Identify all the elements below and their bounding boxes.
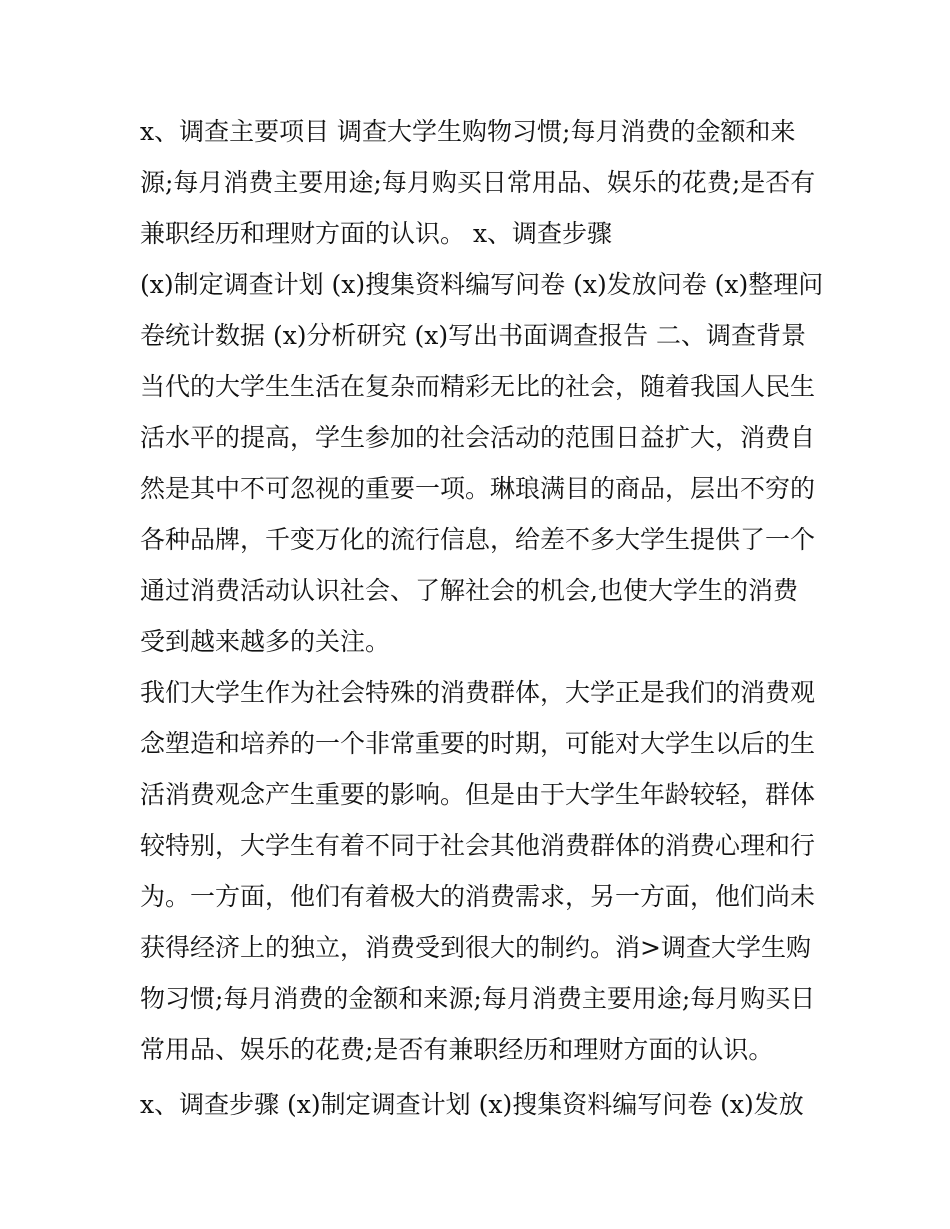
text-line-10: 通过消费活动认识社会、了解社会的机会,也使大学生的消费	[140, 576, 798, 605]
text-line-18: 物习惯;每月消费的金额和来源;每月消费主要用途;每月购买日	[140, 984, 816, 1013]
text-line-11: 受到越来越多的关注。	[140, 627, 391, 656]
text-line-9: 各种品牌，千变万化的流行信息，给差不多大学生提供了一个	[140, 525, 816, 554]
text-line-7: 活水平的提高，学生参加的社会活动的范围日益扩大，消费自	[140, 423, 816, 452]
text-line-8: 然是其中不可忽视的重要一项。琳琅满目的商品，层出不穷的	[140, 474, 816, 503]
text-line-14: 活消费观念产生重要的影响。但是由于大学生年龄较轻，群体	[140, 780, 816, 809]
text-line-1: x、调查主要项目 调查大学生购物习惯;每月消费的金额和来	[140, 117, 796, 146]
text-line-6: 当代的大学生生活在复杂而精彩无比的社会，随着我国人民生	[140, 372, 816, 401]
text-line-19: 常用品、娱乐的花费;是否有兼职经历和理财方面的认识。	[140, 1035, 774, 1064]
text-line-5: 卷统计数据 (x)分析研究 (x)写出书面调查报告 二、调查背景	[140, 321, 807, 350]
text-line-12: 我们大学生作为社会特殊的消费群体，大学正是我们的消费观	[140, 678, 816, 707]
text-line-17: 获得经济上的独立，消费受到很大的制约。消>调查大学生购	[140, 933, 811, 962]
text-line-3: 兼职经历和理财方面的认识。 x、调查步骤	[140, 219, 613, 248]
text-line-20: x、调查步骤 (x)制定调查计划 (x)搜集资料编写问卷 (x)发放	[140, 1090, 804, 1119]
text-line-2: 源;每月消费主要用途;每月购买日常用品、娱乐的花费;是否有	[140, 168, 816, 197]
text-line-15: 较特别，大学生有着不同于社会其他消费群体的消费心理和行	[140, 831, 816, 860]
document-body	[140, 106, 824, 1130]
text-line-13: 念塑造和培养的一个非常重要的时期，可能对大学生以后的生	[140, 729, 816, 758]
text-line-16: 为。一方面，他们有着极大的消费需求，另一方面，他们尚未	[140, 882, 816, 911]
text-line-4: (x)制定调查计划 (x)搜集资料编写问卷 (x)发放问卷 (x)整理问	[140, 270, 824, 299]
